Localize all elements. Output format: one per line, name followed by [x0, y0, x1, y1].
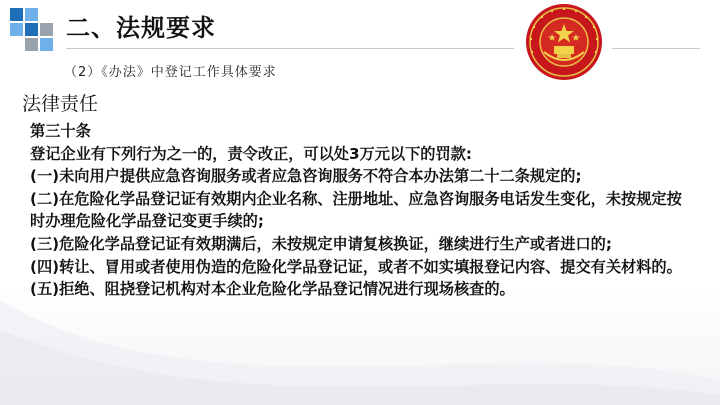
page-subtitle: （2）《办法》中登记工作具体要求 — [64, 65, 277, 80]
article-item-5: (五)拒绝、阻挠登记机构对本企业危险化学品登记情况进行现场核查的。 — [30, 280, 515, 299]
title-divider — [66, 48, 514, 49]
article-item-1: (一)未向用户提供应急咨询服务或者应急咨询服务不符合本办法第二十二条规定的; — [30, 167, 582, 186]
section-heading: 法律责任 — [22, 93, 99, 115]
national-emblem-seal-icon — [524, 2, 604, 82]
title-divider-right — [612, 48, 700, 49]
article-body — [30, 120, 695, 301]
article-intro: 登记企业有下列行为之一的，责令改正，可以处3万元以下的罚款: — [30, 144, 472, 163]
article-item-4: (四)转让、冒用或者使用伪造的危险化学品登记证，或者不如实填报登记内容、提交有关材料的。 — [30, 257, 682, 276]
page-title: 二、法规要求 — [66, 14, 216, 42]
article-item-2: (二)在危险化学品登记证有效期内企业名称、注册地址、应急咨询服务电话发生变化，未按规定按时办理危险化学品登记变更手续的; — [30, 189, 682, 231]
article-number: 第三十条 — [30, 122, 91, 140]
blue-squares-logo-icon — [10, 8, 52, 50]
article-item-3: (三)危险化学品登记证有效期满后，未按规定申请复核换证，继续进行生产或者进口的; — [30, 234, 612, 253]
